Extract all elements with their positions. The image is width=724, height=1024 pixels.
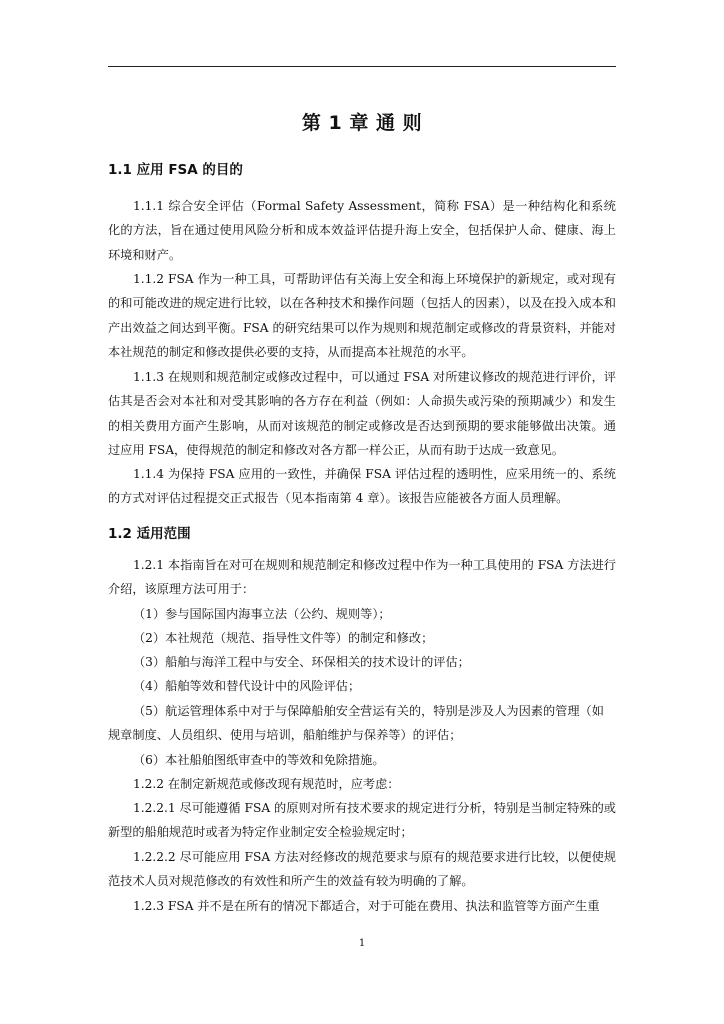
paragraph-1-2-2-1: 1.2.2.1 尽可能遵循 FSA 的原则对所有技术要求的规定进行分析，特别是当制定特殊的或新型的船舶规范时或者为特定作业制定安全检验规定时； [108,801,616,840]
list-item: （5）航运管理体系中对于与保障船舶安全营运有关的，特别是涉及人为因素的管理（如规章制度、人员组织、使用与培训，船舶维护与保养等）的评估； [108,704,604,743]
list-item: （2）本社规范（规范、指导性文件等）的制定和修改； [133,631,434,645]
paragraph-1-2-2: 1.2.2 在制定新规范或修改现有规范时，应考虑： [133,777,400,791]
chapter-title: 第 1 章 通 则 [301,112,423,134]
paragraph-1-1-1: 1.1.1 综合安全评估（Formal Safety Assessment，简称 FSA）是一种结构化和系统化的方法，旨在通过使用风险分析和成本效益评估提升海上安全，包括保护人命、健康、海上环境和财产。 [108,199,616,262]
section-heading-1-2: 1.2 适用范围 [108,526,191,542]
list-item: （6）本社船舶图纸审查中的等效和免除措施。 [133,753,385,767]
paragraph-1-1-2: 1.1.2 FSA 作为一种工具，可帮助评估有关海上安全和海上环境保护的新规定，或对现有的和可能改进的规定进行比较，以在各种技术和操作问题（包括人的因素），以及在投入成本和产出效益之间达到平衡。FSA 的研究结果可以作为规则和规范制定或修改的背景资料，并能对本社规范的制定和修改提供必要的支持，从而提高本社规范的水平。 [108,272,616,360]
header-rule [108,66,616,67]
list-item: （4）船舶等效和替代设计中的风险评估； [133,679,361,693]
page-number: 1 [358,938,366,949]
paragraph-1-2-2-2: 1.2.2.2 尽可能应用 FSA 方法对经修改的规范要求与原有的规范要求进行比较，以便使规范技术人员对规范修改的有效性和所产生的效益有较为明确的了解。 [108,850,616,889]
list-item: （3）船舶与海洋工程中与安全、环保相关的技术设计的评估； [133,655,470,669]
paragraph-1-1-4: 1.1.4 为保持 FSA 应用的一致性，并确保 FSA 评估过程的透明性，应采用统一的、系统的方式对评估过程提交正式报告（见本指南第 4 章）。该报告应能被各方面人员理解。 [108,467,616,506]
paragraph-1-1-3: 1.1.3 在规则和规范制定或修改过程中，可以通过 FSA 对所建议修改的规范进行评价，评估其是否会对本社和对受其影响的各方存在利益（例如：人命损失或污染的预期减少）和发生的相关费用方面产生影响，从而对该规范的制定或修改是否达到预期的要求能够做出决策。通过应用 FSA，使得规范的制定和修改对各方都一样公正，从而有助于达成一致意见。 [108,370,616,458]
section-heading-1-1: 1.1 应用 FSA 的目的 [108,162,243,178]
paragraph-1-2-1: 1.2.1 本指南旨在对可在规则和规范制定和修改过程中作为一种工具使用的 FSA 方法进行介绍，该原理方法可用于： [108,558,616,597]
list-item: （1）参与国际国内海事立法（公约、规则等）； [133,607,391,621]
paragraph-1-2-3: 1.2.3 FSA 并不是在所有的情况下都适合，对于可能在费用、执法和监管等方面产生重 [133,899,600,913]
